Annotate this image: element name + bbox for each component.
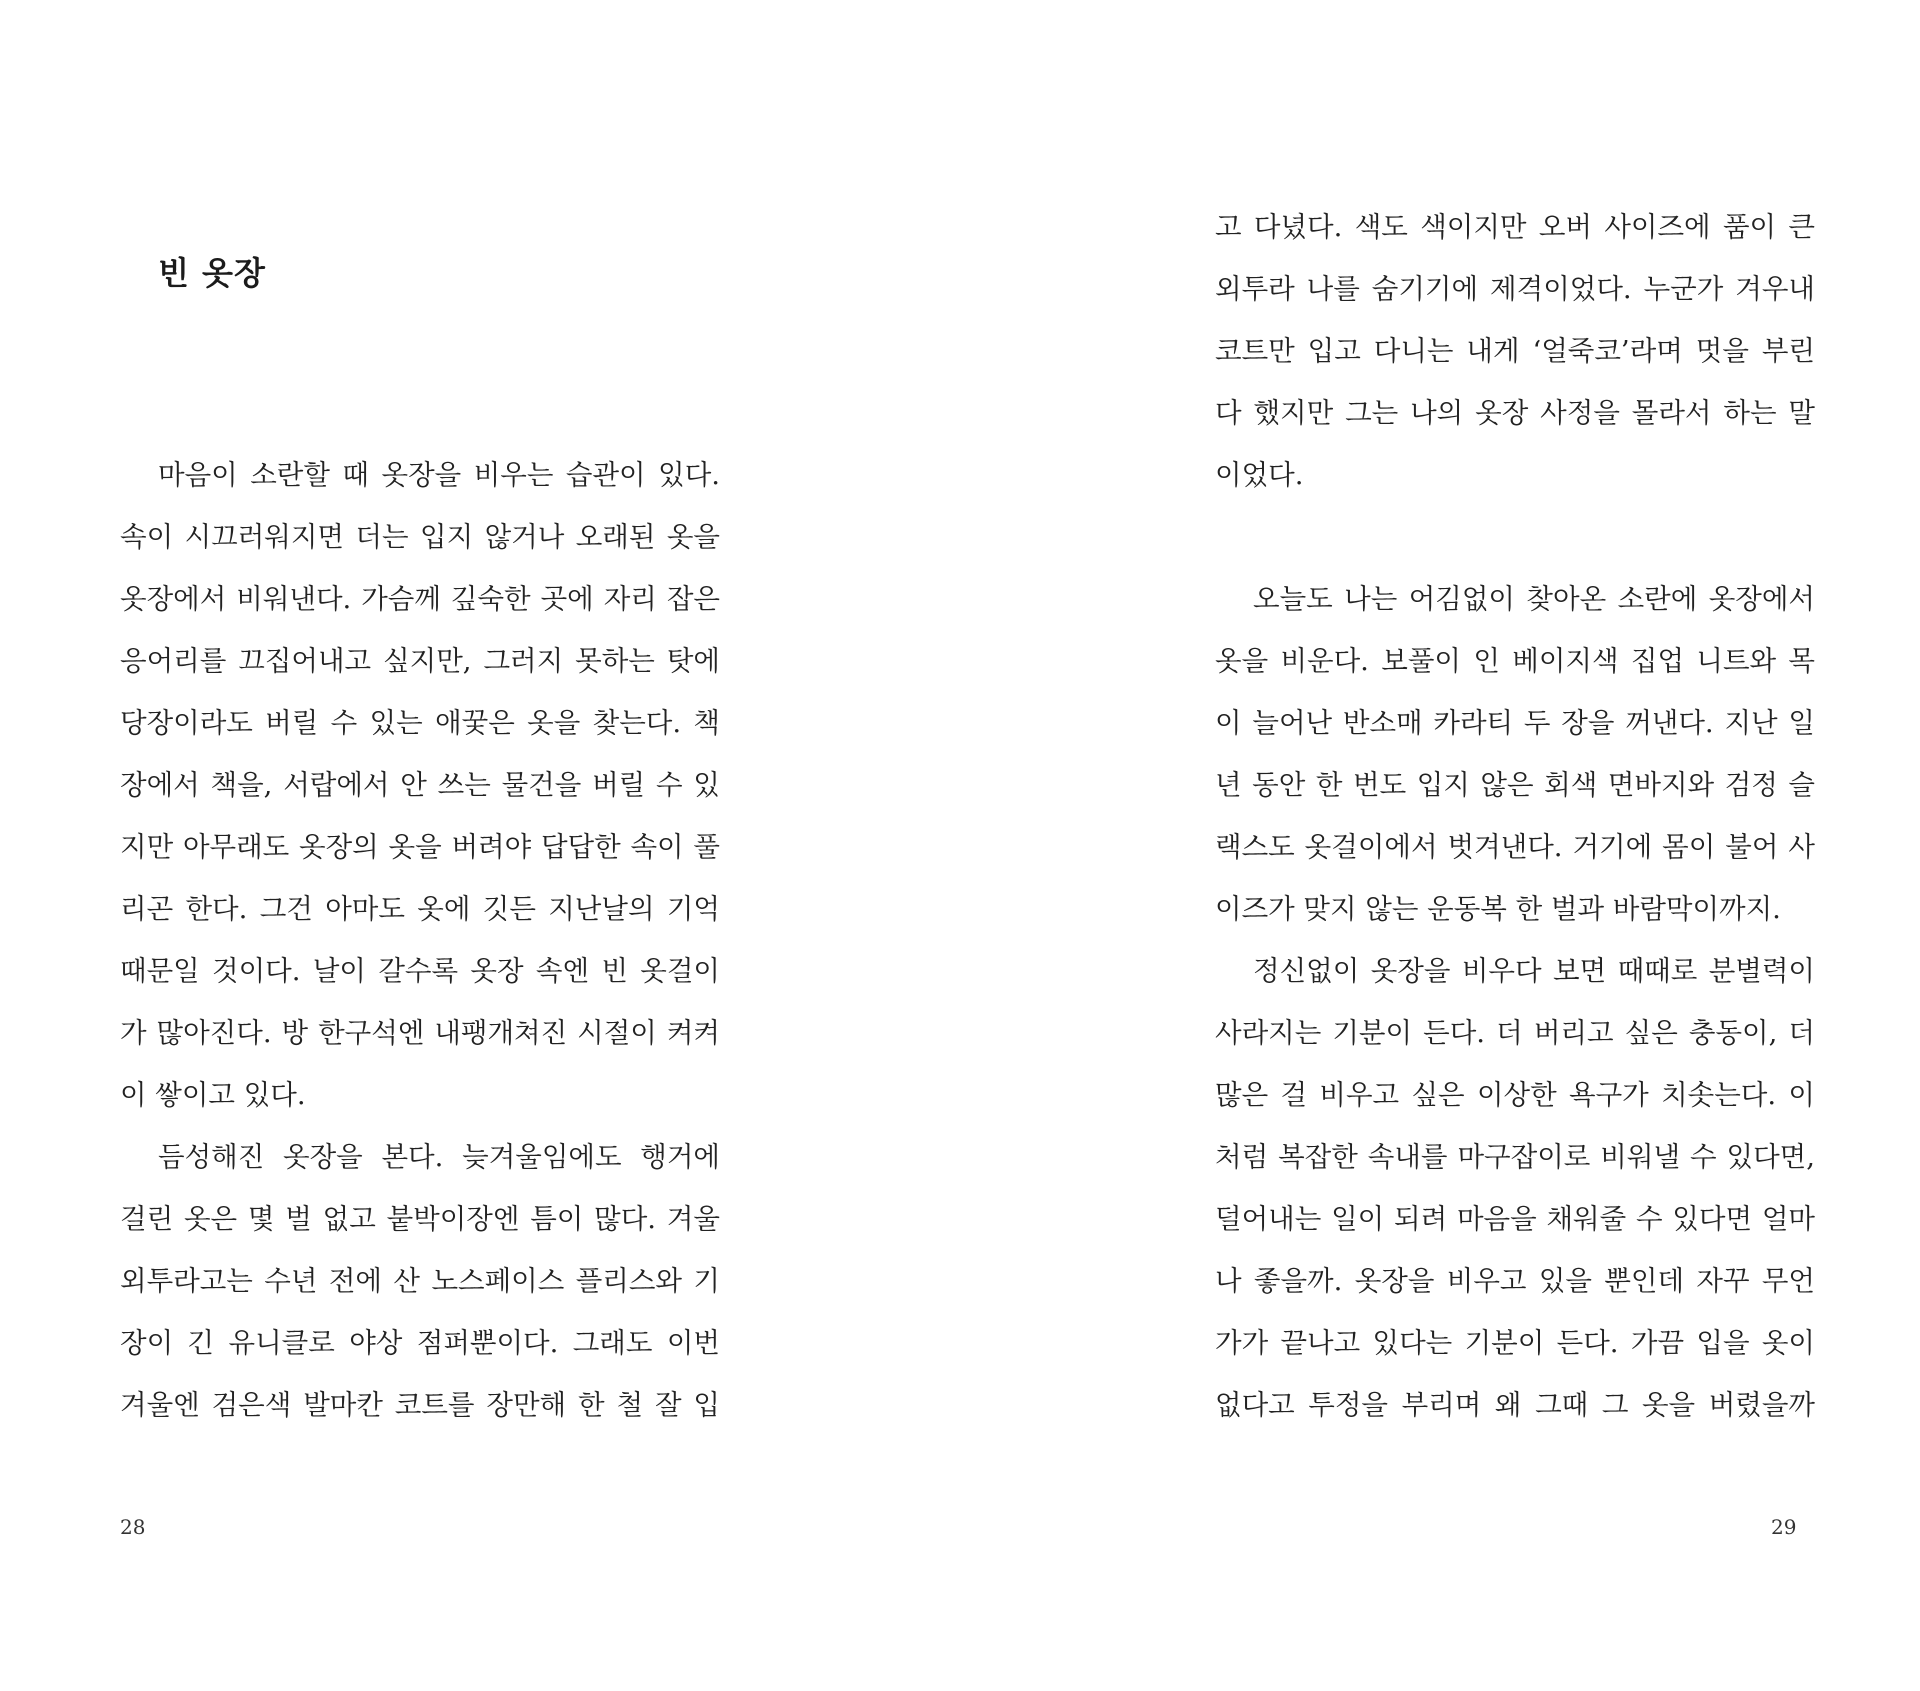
right-page-body	[1215, 196, 1815, 1436]
text-line: 오늘도 나는 어김없이 찾아온 소란에 옷장에서	[1253, 583, 1815, 615]
text-line: 나 좋을까. 옷장을 비우고 있을 뿐인데 자꾸 무언	[1215, 1265, 1815, 1297]
text-line: 외투라 나를 숨기기에 제격이었다. 누군가 겨우내	[1215, 273, 1815, 305]
text-line: 마음이 소란할 때 옷장을 비우는 습관이 있다.	[158, 459, 720, 491]
text-line: 가가 끝나고 있다는 기분이 든다. 가끔 입을 옷이	[1215, 1327, 1815, 1359]
text-line: 없다고 투정을 부리며 왜 그때 그 옷을 버렸을까	[1215, 1389, 1815, 1421]
text-line: 코트만 입고 다니는 내게 ‘얼죽코’라며 멋을 부린	[1215, 335, 1815, 367]
text-line: 다 했지만 그는 나의 옷장 사정을 몰라서 하는 말	[1215, 397, 1815, 429]
text-line: 장에서 책을, 서랍에서 안 쓰는 물건을 버릴 수 있	[120, 769, 720, 801]
text-line: 리곤 한다. 그건 아마도 옷에 깃든 지난날의 기억	[120, 893, 720, 925]
text-line: 속이 시끄러워지면 더는 입지 않거나 오래된 옷을	[120, 521, 720, 553]
text-line: 겨울엔 검은색 발마칸 코트를 장만해 한 철 잘 입	[120, 1389, 720, 1421]
page-number-right: 29	[1771, 1515, 1797, 1539]
text-line: 덜어내는 일이 되려 마음을 채워줄 수 있다면 얼마	[1215, 1203, 1815, 1235]
text-line: 처럼 복잡한 속내를 마구잡이로 비워낼 수 있다면,	[1215, 1141, 1815, 1173]
text-line: 옷장에서 비워낸다. 가슴께 깊숙한 곳에 자리 잡은	[120, 583, 720, 615]
text-line: 이었다.	[1215, 459, 1304, 491]
text-line: 이 늘어난 반소매 카라티 두 장을 꺼낸다. 지난 일	[1215, 707, 1815, 739]
text-line: 고 다녔다. 색도 색이지만 오버 사이즈에 품이 큰	[1215, 211, 1815, 243]
text-line: 이즈가 맞지 않는 운동복 한 벌과 바람막이까지.	[1215, 893, 1781, 925]
paragraph-gap	[1215, 506, 1815, 568]
page-number-left: 28	[120, 1515, 146, 1539]
text-line: 사라지는 기분이 든다. 더 버리고 싶은 충동이, 더	[1215, 1017, 1815, 1049]
right-page	[960, 0, 1920, 1691]
text-line: 응어리를 끄집어내고 싶지만, 그러지 못하는 탓에	[120, 645, 720, 677]
text-line: 많은 걸 비우고 싶은 이상한 욕구가 치솟는다. 이	[1215, 1079, 1815, 1111]
text-line: 옷을 비운다. 보풀이 인 베이지색 집업 니트와 목	[1215, 645, 1815, 677]
text-line: 외투라고는 수년 전에 산 노스페이스 플리스와 기	[120, 1265, 720, 1297]
text-line: 가 많아진다. 방 한구석엔 내팽개쳐진 시절이 켜켜	[120, 1017, 720, 1049]
text-line: 때문일 것이다. 날이 갈수록 옷장 속엔 빈 옷걸이	[120, 955, 720, 987]
text-line: 년 동안 한 번도 입지 않은 회색 면바지와 검정 슬	[1215, 769, 1815, 801]
text-line: 정신없이 옷장을 비우다 보면 때때로 분별력이	[1253, 955, 1815, 987]
text-line: 지만 아무래도 옷장의 옷을 버려야 답답한 속이 풀	[120, 831, 720, 863]
text-line: 장이 긴 유니클로 야상 점퍼뿐이다. 그래도 이번	[120, 1327, 720, 1359]
chapter-title: 빈 옷장	[158, 254, 266, 292]
text-line: 당장이라도 버릴 수 있는 애꿎은 옷을 찾는다. 책	[120, 707, 720, 739]
text-line: 걸린 옷은 몇 벌 없고 붙박이장엔 틈이 많다. 겨울	[120, 1203, 720, 1235]
text-line: 듬성해진 옷장을 본다. 늦겨울임에도 행거에	[158, 1141, 720, 1173]
text-line: 랙스도 옷걸이에서 벗겨낸다. 거기에 몸이 불어 사	[1215, 831, 1815, 863]
left-page-body	[120, 444, 720, 1436]
text-line: 이 쌓이고 있다.	[120, 1079, 306, 1111]
